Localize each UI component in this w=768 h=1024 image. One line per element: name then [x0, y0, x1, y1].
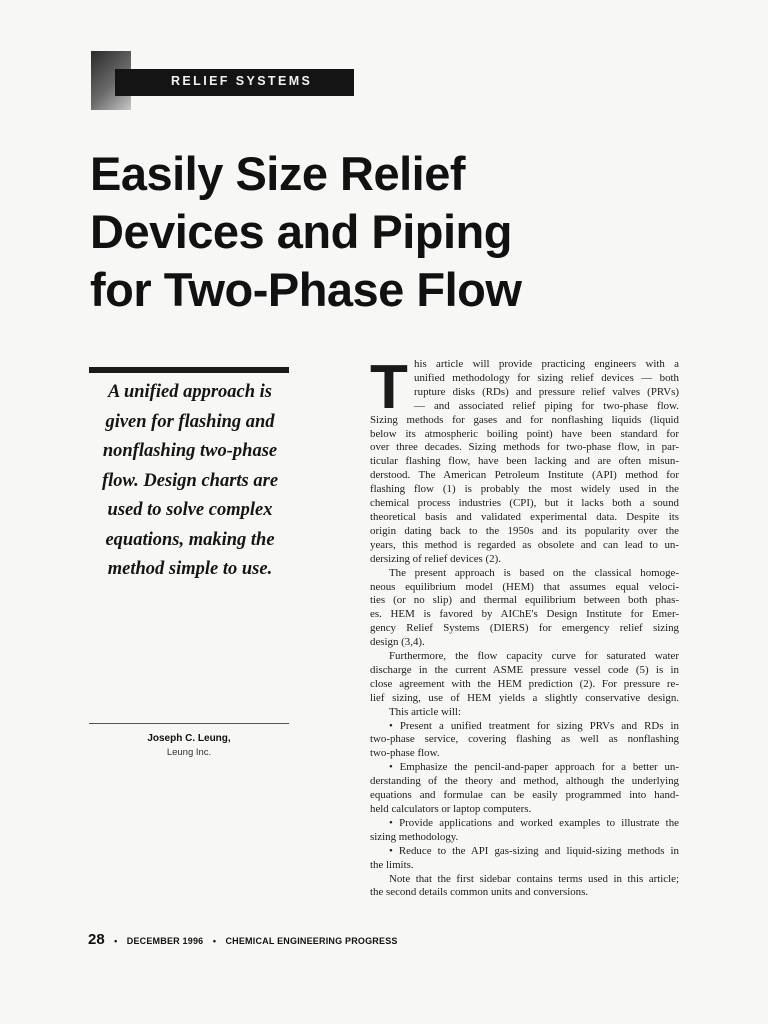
body-line: • Emphasize the pencil-and-paper approach for a better un- — [389, 761, 679, 774]
body-line: flashing flow (1) is probably the most widely used in the — [370, 483, 679, 496]
body-line: es. HEM is favored by AIChE's Design Institute for Emer- — [370, 608, 679, 621]
body-line: Sizing methods for gases and for nonflashing liquids (liquid — [370, 413, 679, 426]
body-line: the limits. — [370, 858, 414, 871]
body-line: rupture disks (RDs) and pressure relief valves (PRVs) — [414, 385, 679, 398]
article-deck — [95, 378, 285, 585]
body-line: held calculators or laptop computers. — [370, 803, 532, 815]
body-line: below its atmospheric boiling point) have been standard for — [370, 427, 679, 440]
body-line: his article will provide practicing engineers with a — [414, 358, 679, 370]
body-line: neous equilibrium model (HEM) that assumes equal veloci- — [370, 580, 679, 593]
author-affiliation: Leung Inc. — [166, 747, 212, 758]
page-number: 28 — [88, 931, 105, 948]
body-line: chemical process industries (CPI), but it lacks both a sound — [370, 497, 679, 510]
body-line: gency Relief Systems (DIERS) for emergency relief sizing — [370, 622, 679, 635]
journal-name: CHEMICAL ENGINEERING PROGRESS — [225, 936, 398, 946]
footer-separator: • — [114, 936, 118, 946]
body-line: — and associated relief piping for two-phase flow. — [414, 399, 679, 412]
drop-cap: T — [370, 353, 408, 422]
deck-line: flow. Design charts are — [101, 470, 279, 491]
title-line-2: Devices and Piping — [90, 205, 512, 258]
body-line: derstanding of the theory and method, although the underlying — [370, 775, 679, 788]
body-line: dersizing of relief devices (2). — [370, 552, 501, 565]
deck-line: method simple to use. — [107, 559, 273, 579]
body-line: ticular flashing flow, have been lacking and are often misun- — [370, 455, 679, 468]
deck-line: used to solve complex — [107, 500, 273, 520]
body-line: years, this method is regarded as obsolete and can lead to un- — [370, 538, 679, 551]
author-block — [89, 732, 289, 759]
body-line: The present approach is based on the classical homoge- — [389, 566, 679, 579]
deck-line: given for flashing and — [105, 411, 275, 432]
body-line: This article will: — [389, 705, 461, 718]
body-line: design (3,4). — [370, 636, 425, 649]
body-line: two-phase service, covering flashing as well as nonflashing — [370, 733, 679, 746]
page-footer — [88, 931, 398, 949]
body-line: • Present a unified treatment for sizing PRVs and RDs in — [389, 719, 679, 732]
body-line: unified methodology for sizing relief devices — both — [414, 371, 679, 384]
author-rule — [89, 723, 289, 724]
issue-date: DECEMBER 1996 — [126, 936, 204, 946]
article-title — [90, 145, 690, 319]
body-line: theoretical basis and validated experimental data. Despite its — [370, 510, 679, 523]
body-line: ties (or no slip) and thermal equilibrium between both phas- — [370, 594, 679, 607]
body-line: equations and formulae can be easily programmed into hand- — [370, 789, 679, 802]
body-line: • Provide applications and worked examples to illustrate the — [389, 816, 679, 829]
deck-rule — [89, 367, 289, 373]
deck-line: A unified approach is — [108, 382, 272, 402]
deck-line: nonflashing two-phase — [102, 441, 278, 461]
article-body — [370, 353, 679, 900]
section-label: RELIEF SYSTEMS — [171, 74, 313, 88]
body-line: Note that the first sidebar contains terms used in this article; — [389, 872, 679, 885]
body-line: discharge in the current ASME pressure vessel code (5) is in — [370, 663, 679, 676]
body-line: close agreement with the HEM prediction (2). For pressure re- — [370, 677, 679, 690]
body-line: derstood. The American Petroleum Institute (API) method for — [370, 469, 679, 482]
title-line-3: for Two-Phase Flow — [90, 263, 522, 316]
body-line: lief sizing, use of HEM yields a slightly conservative design. — [370, 691, 679, 704]
body-line: origin dating back to the 1950s and its popularity over the — [370, 524, 679, 537]
body-line: two-phase flow. — [370, 747, 440, 760]
section-header-bar — [115, 69, 354, 96]
author-name: Joseph C. Leung, — [147, 733, 231, 744]
body-line: over three decades. Sizing methods for two-phase flow, in par- — [370, 441, 679, 454]
body-line: sizing methodology. — [370, 830, 459, 843]
deck-line: equations, making the — [105, 529, 275, 550]
body-line: • Reduce to the API gas-sizing and liquid-sizing methods in — [389, 844, 679, 857]
title-line-1: Easily Size Relief — [90, 147, 466, 200]
footer-separator: • — [212, 936, 216, 946]
body-line: Furthermore, the flow capacity curve for saturated water — [389, 650, 679, 663]
body-line: the second details common units and conversions. — [370, 886, 589, 899]
